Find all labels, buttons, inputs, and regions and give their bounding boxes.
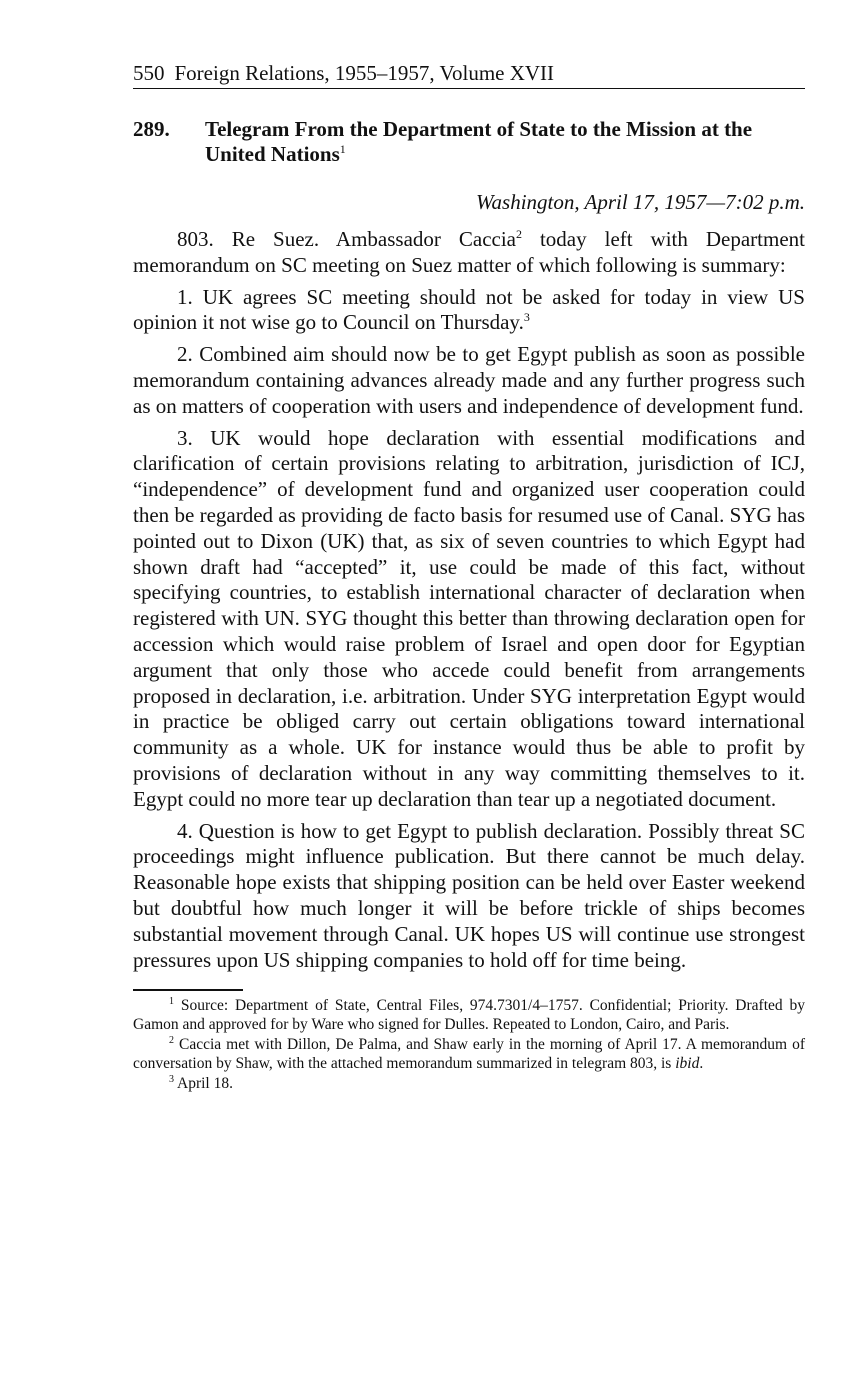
document-number: 289. (133, 117, 170, 141)
paragraph-text: 3. UK would hope declaration with essential modifications and clarification of certain provisions relating to arbitration, jurisdiction of ICJ, “independence” of development fund and organized user cooperation could then be regarded as providing de facto basis for resumed use of Canal. SYG has pointed out to Dixon (UK) that, as six of seven countries to which Egypt had shown draft had “accepted” it, use could be made of this fact, without specifying countries, to establish international character of declaration when registered with UN. SYG thought this better than throwing declaration open for accession which would raise problem of Israel and open door for Egyptian argument that only those who accede could benefit from arrangements proposed in declaration, i.e. arbitration. Under SYG interpretation Egypt would in practice be obliged carry out certain obligations toward international community as a whole. UK for instance would thus be able to profit by provisions of declaration without in any way committing themselves to it. Egypt could no more tear up declaration than tear up a negotiated document. (133, 425, 805, 811)
page-number: 550 (133, 61, 165, 85)
volume-title: Foreign Relations, 1955–1957, Volume XVII (174, 61, 555, 85)
telegram-body (133, 227, 805, 973)
footnote-text: Caccia met with Dillon, De Palma, and Shaw early in the morning of April 17. A memorandum of conversation by Shaw, with the attached memorandum summarized in telegram 803, is (133, 1036, 805, 1072)
dateline: Washington, April 17, 1957—7:02 p.m. (475, 190, 805, 214)
footnote-marker: 3 (523, 310, 530, 325)
footnote-number: 3 (169, 1074, 174, 1086)
document-title: Telegram From the Department of State to the Mission at the United Nations (205, 117, 753, 166)
footnote-marker: 2 (516, 227, 522, 241)
paragraph-text-cont: today left with Department memorandum on SC meeting on Suez matter of which following is summary: (133, 227, 805, 277)
footnote-text: April 18. (174, 1075, 233, 1093)
paragraph-point-1 (133, 285, 805, 337)
paragraph-text: 4. Question is how to get Egypt to publish declaration. Possibly threat SC proceedings might influence publication. But there cannot be much delay. Reasonable hope exists that shipping position can be held over Easter weekend but doubtful how much longer it will be before trickle of ships becomes substantial movement through Canal. UK hopes US will continue use strongest pressures upon US shipping companies to hold off for time being. (133, 818, 805, 972)
footnote-number: 1 (169, 996, 174, 1008)
footnote-divider (133, 989, 243, 991)
paragraph-text: 803. Re Suez. Ambassador Caccia (177, 227, 516, 251)
document-page (133, 58, 805, 1096)
footnote-number: 2 (169, 1035, 174, 1047)
footnote-text: Source: Department of State, Central Files, 974.7301/4–1757. Confidential; Priority. Drafted by Gamon and approved for by Ware who signed for Dulles. Repeated to London, Cairo, and Paris. (133, 997, 805, 1033)
footnote-1 (133, 997, 805, 1034)
paragraph-text: 2. Combined aim should now be to get Egypt publish as soon as possible memorandum containing advances already made and any further progress such as on matters of cooperation with users and independence of development fund. (133, 342, 805, 418)
paragraph-point-2 (133, 342, 805, 419)
paragraph-text: 1. UK agrees SC meeting should not be asked for today in view US opinion it not wise go to Council on Thursday. (133, 284, 805, 335)
paragraph-point-3 (133, 426, 805, 813)
footnote-italic-text: ibid (675, 1054, 700, 1072)
running-head (133, 58, 805, 89)
document-heading (133, 117, 805, 167)
paragraph-intro (133, 227, 805, 279)
footnote-text-end: . (699, 1054, 704, 1072)
footnotes (133, 997, 805, 1094)
paragraph-point-4 (133, 819, 805, 974)
title-footnote-marker: 1 (339, 142, 346, 156)
footnote-2 (133, 1036, 805, 1073)
document-title-block (205, 117, 805, 167)
footnote-3 (133, 1075, 805, 1094)
